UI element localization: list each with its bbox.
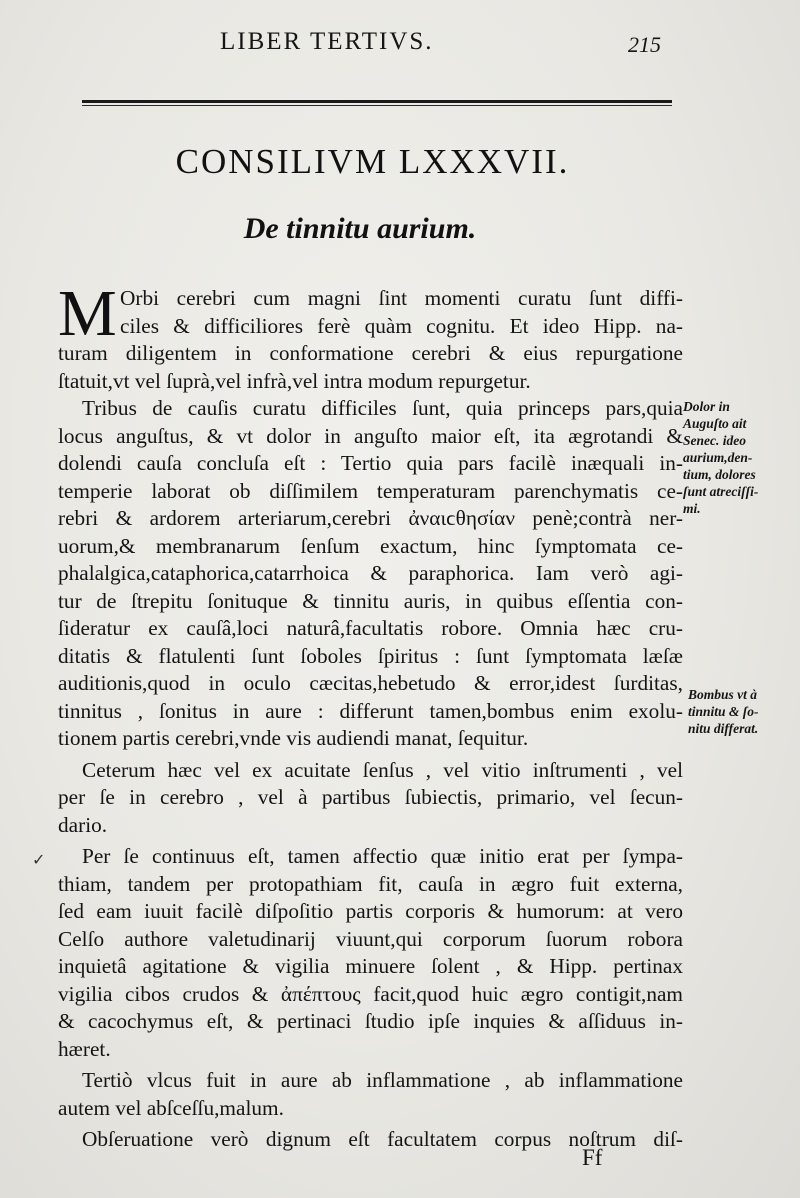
note-line: tium, dolores	[683, 467, 756, 482]
header-rule-thin	[82, 105, 672, 106]
paragraph-2	[58, 395, 683, 753]
page-number: 215	[628, 32, 661, 57]
paragraph-4	[58, 843, 683, 1063]
marginal-note-dolor	[683, 398, 758, 517]
text-line: Celſo authore valetudinarij viuunt,qui corporum ſuorum robora	[58, 926, 683, 951]
text-line: tur de ſtrepitu ſonituque & tinnitu auris, in quibus eſſentia con-	[58, 588, 683, 613]
margin-tick-mark: ✓	[32, 850, 46, 869]
chapter-heading: CONSILIVM LXXXVII.	[175, 142, 570, 181]
paragraph-1	[58, 277, 683, 395]
text-line: tinnitus , ſonitus in aure : differunt tamen,bombus enim exolu-	[58, 698, 683, 723]
text-line: thiam, tandem per protopathiam fit, cauſa in ægro fuit externa,	[58, 871, 683, 896]
note-line: Auguſto ait	[683, 416, 747, 431]
note-line: nitu differat.	[688, 721, 759, 736]
text-line: Ceterum hæc vel ex acuitate ſenſus , vel vitio inſtrumenti , vel	[82, 757, 683, 782]
paragraph-3	[58, 757, 683, 840]
header-rule	[82, 100, 672, 103]
text-line: ſtatuit,vt vel ſuprà,vel infrà,vel intra modum repurgetur.	[58, 368, 531, 393]
note-line: ſunt atreciſſi-	[683, 484, 759, 499]
body-text	[58, 277, 683, 1154]
text-line: Tribus de cauſis curatu difficiles ſunt, quia princeps pars,quia	[82, 396, 683, 420]
running-title: LIBER TERTIVS.	[220, 28, 434, 55]
text-line: ſideratur ex cauſâ,loci naturâ,facultatis robore. Omnia hæc cru-	[58, 616, 683, 640]
text-line: per ſe in cerebro , vel à partibus ſubiectis, primario, vel ſecun-	[58, 785, 683, 809]
text-line: locus anguſtus, & vt dolor in anguſto maior eſt, ita ægrotandi &	[58, 423, 683, 448]
text-line: dolendi cauſa concluſa eſt : Tertio quia pars facilè inæquali in-	[58, 451, 683, 475]
text-line: uorum,& membranarum ſenſum exactum, hinc ſymptomata ce-	[58, 533, 683, 558]
text-line: rebri & ardorem arteriarum,cerebri ἀναιϲθησίαν penè;contrà ner-	[58, 506, 683, 530]
signature-mark: Ff	[582, 1145, 603, 1170]
text-line: auditionis,quod in oculo cæcitas,hebetudo & error,idest ſurditas,	[58, 671, 683, 695]
text-line: Per ſe continuus eſt, tamen affectio quæ initio erat per ſympa-	[82, 844, 683, 868]
text-line: vigilia cibos crudos & ἀπέπτους facit,quod huic ægro contigit,nam	[58, 981, 683, 1006]
text-line: & cacochymus eſt, & pertinaci ſtudio ipſe inquies & aſſiduus in-	[58, 1009, 683, 1033]
note-line: mi.	[683, 501, 701, 516]
text-line: Orbi cerebri cum magni ſint momenti curatu ſunt diffi-	[120, 286, 683, 310]
note-line: aurium,den-	[683, 450, 753, 465]
text-line: temperie laborat ob diſſimilem temperaturam parenchymatis ce-	[58, 478, 683, 503]
text-line: ſed eam iuuit facilè diſpoſitio partis corporis & humorum: at vero	[58, 899, 683, 923]
note-line: tinnitu & ſo-	[688, 704, 759, 719]
text-line: autem vel abſceſſu,malum.	[58, 1095, 284, 1120]
text-line: dario.	[58, 812, 108, 837]
note-line: Bombus vt à	[688, 687, 758, 702]
drop-capital: M	[58, 277, 117, 350]
note-line: Senec. ideo	[683, 433, 746, 448]
text-line: ciles & difficiliores ferè quàm cognitu. Et ideo Hipp. na-	[120, 313, 683, 338]
text-line: inquietâ agitatione & vigilia minuere ſolent , & Hipp. pertinax	[58, 954, 683, 978]
text-line: phalalgica,cataphorica,catarrhoica & paraphorica. Iam verò agi-	[58, 561, 683, 585]
text-line: tionem partis cerebri,vnde vis audiendi manat, ſequitur.	[58, 726, 529, 750]
text-line: Obſeruatione verò dignum eſt facultatem corpus noſtrum diſ-	[82, 1127, 683, 1151]
text-line: hæret.	[58, 1036, 111, 1061]
text-line: Tertiò vlcus fuit in aure ab inflammatione , ab inflammatione	[82, 1068, 683, 1092]
text-line: turam diligentem in conformatione cerebri & eius repurgatione	[58, 341, 683, 365]
note-line: Dolor in	[683, 399, 730, 414]
paragraph-5	[58, 1067, 683, 1122]
chapter-subheading: De tinnitu aurium.	[243, 212, 477, 245]
running-head	[0, 28, 800, 58]
marginal-note-bombus	[688, 686, 759, 737]
text-line: ditatis & flatulenti ſunt ſoboles ſpiritus : ſunt ſymptomata læſæ	[58, 643, 683, 668]
